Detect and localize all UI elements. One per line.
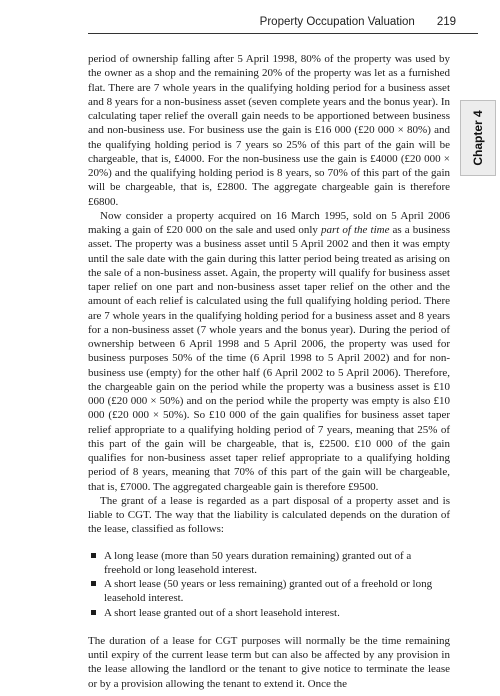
bullet-square-icon [91,581,96,586]
body-text [88,52,450,691]
bullet-square-icon [91,610,96,615]
list-item [88,549,450,578]
chapter-tab-label: Chapter 4 [471,110,485,166]
paragraph-2-text-cont: as a business asset. The property was a business asset until 5 April 2002 and then it was empty until the sale date with the gain during this latter period being treated as arising on the sale of a non-business asset. Again, the property will qualify for business asset taper relief on one part and non-business asset taper relief on the other and the amount of each relief is calculated using the full qualifying holding period. There are 7 whole years in the qualifying holding period for a business asset and 8 years for a non-business asset (7 whole years and the bonus year). During the period of ownership between 6 April 1998 and 5 April 2006, the property was used for business purposes 50% of the time (6 April 1998 to 5 April 2002) and for non-business use (empty) for the other half (6 April 2002 to 5 April 2006). Therefore, the chargeable gain on the period while the property was a business asset is £10 000 (£20 000 × 50%) and on the period while the property was empty is also £10 000 (£20 000 × 50%). So £10 000 of the gain qualifies for business asset taper relief appropriate to a qualifying holding period of 7 years, meaning that 25% of this part of the gain will be chargeable, that is, £2500. £10 000 of the gain qualifies for non-business asset taper relief appropriate to a qualifying holding period of 8 years, meaning that 70% of this part of the gain will be chargeable, that is, £7000. The aggregated chargeable gain is therefore £9500. [88,224,450,493]
header-rule [88,33,478,34]
chapter-tab [460,100,496,176]
running-title: Property Occupation Valuation [259,16,415,28]
list-item-text: A long lease (more than 50 years duration remaining) granted out of a freehold or long leasehold interest. [104,549,412,576]
list-item [88,606,450,620]
paragraph-2 [88,209,450,494]
paragraph-1: period of ownership falling after 5 April 1998, 80% of the property was used by the owner as a shop and the remaining 20% of the property was let as a furnished flat. There are 7 whole years in the qualifying holding period for a business asset and 8 years for a non-business asset (seven complete years and the bonus year). In calculating taper relief the overall gain needs to be apportioned between business and non-business use. For business use the gain is £16 000 (£20 000 × 80%) and the qualifying holding period is 7 years so 25% of this part of the gain will be chargeable, that is, £4000. For the non-business use the gain is £4000 (£20 000 × 20%) and the qualifying holding period is 8 years, so 70% of this part of the gain will be chargeable, that is, £2800. The aggregate chargeable gain is therefore £6800. [88,53,450,208]
paragraph-2-emphasis: part of the time [320,224,390,236]
list-item [88,577,450,606]
paragraph-2-text: Now consider a property acquired on 16 March 1995, sold on 5 April 2006 making a gain of £20 000 on the sale and used only [88,209,450,236]
bullet-square-icon [91,553,96,558]
closing-paragraph: The duration of a lease for CGT purposes will normally be the time remaining until expiry of the current lease term but can also be affected by any provision in the lease allowing the landlord or the tenant to give notice to terminate the lease or by a provision allowing the tenant to extend it. Once the [88,634,450,690]
running-header [0,14,456,30]
paragraph-3: The grant of a lease is regarded as a part disposal of a property asset and is liable to CGT. The way that the liability is calculated depends on the duration of the lease, classified as follows: [88,494,450,536]
page-number: 219 [436,16,456,28]
lease-type-list [88,549,450,620]
list-item-text: A short lease granted out of a short leasehold interest. [104,606,340,619]
list-item-text: A short lease (50 years or less remaining) granted out of a freehold or long leasehold interest. [104,578,433,605]
